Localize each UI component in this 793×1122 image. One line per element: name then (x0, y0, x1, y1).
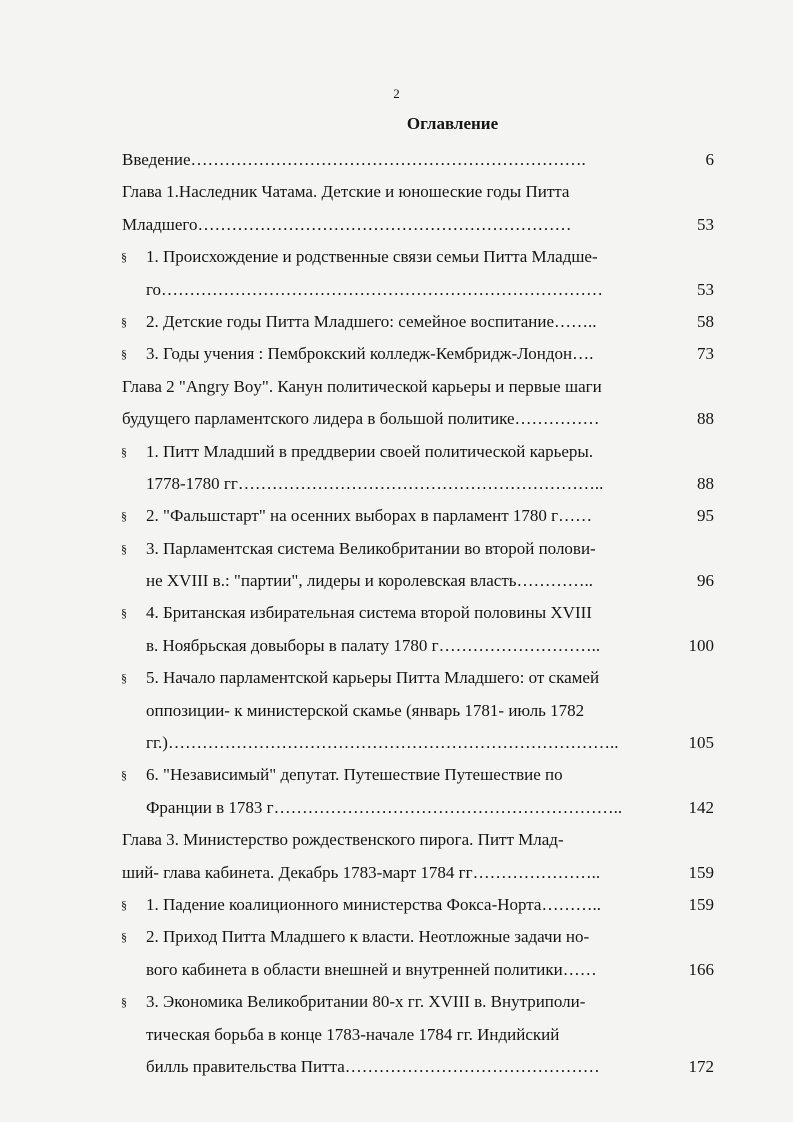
toc-entry-text: 2. Детские годы Питта Младшего: семейное воспитание…….. (146, 311, 597, 331)
toc-entry-text: Глава 2 "Angry Boy". Канун политической карьеры и первые шаги (122, 376, 602, 396)
section-bullet-icon: § (121, 250, 127, 265)
toc-entry (0, 695, 793, 727)
toc-entry (0, 727, 793, 759)
toc-entry (0, 468, 793, 500)
section-bullet-icon: § (121, 347, 127, 362)
toc-entry (0, 274, 793, 306)
toc-entry (0, 662, 793, 694)
toc-entry-page: 88 (697, 409, 714, 429)
toc-entry-text: 1778-1780 гг……………………………………………………….. (146, 473, 604, 493)
toc-entry (0, 241, 793, 273)
toc-entry-page: 95 (697, 506, 714, 526)
toc-entry-text: 3. Годы учения : Пемброкский колледж-Кембридж-Лондон…. (146, 344, 594, 364)
toc-entry (0, 306, 793, 338)
toc-entry-page: 100 (688, 635, 714, 655)
section-bullet-icon: § (121, 671, 127, 686)
toc-entry (0, 338, 793, 370)
toc-entry (0, 597, 793, 629)
toc-entry-text: тическая борьба в конце 1783-начале 1784 гг. Индийский (146, 1024, 560, 1044)
toc-entry (0, 630, 793, 662)
toc-entry (0, 144, 793, 176)
toc-entry (0, 857, 793, 889)
toc-entry (0, 403, 793, 435)
toc-entry-text: 1. Происхождение и родственные связи семьи Питта Младше- (146, 247, 598, 267)
section-bullet-icon: § (121, 930, 127, 945)
toc-entry (0, 436, 793, 468)
toc-entry (0, 209, 793, 241)
toc-title: Оглавление (406, 114, 499, 133)
toc-entry-page: 105 (688, 733, 714, 753)
toc-entry-text: вого кабинета в области внешней и внутренней политики…… (146, 959, 597, 979)
toc-entry-page: 88 (697, 473, 714, 493)
toc-entry-text: Глава 1.Наследник Чатама. Детские и юношеские годы Питта (122, 182, 570, 202)
toc-entry-text: Младшего………………………………………………………… (122, 214, 572, 234)
toc-entry (0, 792, 793, 824)
section-bullet-icon: § (121, 606, 127, 621)
table-of-contents (0, 144, 793, 1083)
toc-entry (0, 1051, 793, 1083)
toc-entry-text: билль правительства Питта……………………………………… (146, 1056, 600, 1076)
toc-entry-text: не XVIII в.: "партии", лидеры и королевская власть………….. (146, 571, 593, 591)
toc-entry (0, 565, 793, 597)
toc-entry-text: гг.)…………………………………………………………………….. (146, 733, 619, 753)
toc-entry-text: будущего парламентского лидера в большой политике…………… (122, 409, 600, 429)
toc-entry-text: го…………………………………………………………………… (146, 279, 604, 299)
section-bullet-icon: § (121, 444, 127, 459)
toc-entry (0, 889, 793, 921)
toc-entry-text: ший- глава кабинета. Декабрь 1783-март 1784 гг………………….. (122, 862, 601, 882)
toc-entry-text: Франции в 1783 г…………………………………………………….. (146, 797, 623, 817)
toc-entry-text: 3. Парламентская система Великобритании во второй полови- (146, 538, 596, 558)
toc-entry-page: 96 (697, 571, 714, 591)
toc-entry (0, 824, 793, 856)
toc-entry-page: 53 (697, 279, 714, 299)
toc-entry-text: 4. Британская избирательная система второй половины XVIII (146, 603, 592, 623)
toc-entry-page: 142 (688, 797, 714, 817)
toc-entry-text: в. Ноябрьская довыборы в палату 1780 г……………………….. (146, 635, 601, 655)
toc-entry-page: 58 (697, 311, 714, 331)
section-bullet-icon: § (121, 768, 127, 783)
toc-entry-text: 1. Падение коалиционного министерства Фокса-Норта……….. (146, 894, 601, 914)
toc-entry-page: 73 (697, 344, 714, 364)
toc-entry-text: оппозиции- к министерской скамье (январь 1781- июль 1782 (146, 700, 585, 720)
toc-entry (0, 371, 793, 403)
toc-entry-page: 166 (688, 959, 714, 979)
toc-entry (0, 986, 793, 1018)
page-number: 2 (393, 86, 400, 101)
toc-entry-text: Глава 3. Министерство рождественского пирога. Питт Млад- (122, 830, 564, 850)
section-bullet-icon: § (121, 897, 127, 912)
toc-entry (0, 176, 793, 208)
toc-entry-text: 2. Приход Питта Младшего к власти. Неотложные задачи но- (146, 927, 590, 947)
toc-entry-page: 53 (697, 214, 714, 234)
toc-entry (0, 921, 793, 953)
section-bullet-icon: § (121, 509, 127, 524)
toc-entry-text: 1. Питт Младший в преддверии своей политической карьеры. (146, 441, 594, 461)
toc-entry-text: 5. Начало парламентской карьеры Питта Младшего: от скамей (146, 668, 600, 688)
section-bullet-icon: § (121, 314, 127, 329)
toc-entry-text: Введение……………………………………………………………. (122, 150, 586, 169)
toc-entry (0, 500, 793, 532)
toc-entry (0, 759, 793, 791)
toc-entry (0, 1019, 793, 1051)
toc-entry-page: 159 (688, 894, 714, 914)
toc-entry (0, 954, 793, 986)
section-bullet-icon: § (121, 995, 127, 1010)
toc-entry-text: 2. "Фальшстарт" на осенних выборах в парламент 1780 г…… (146, 506, 593, 526)
toc-entry (0, 533, 793, 565)
toc-entry-text: 3. Экономика Великобритании 80-х гг. XVIII в. Внутриполи- (146, 992, 586, 1012)
toc-entry-page: 172 (688, 1056, 714, 1076)
toc-entry-page: 159 (688, 862, 714, 882)
section-bullet-icon: § (121, 541, 127, 556)
toc-entry-text: 6. "Независимый" депутат. Путешествие Путешествие по (146, 765, 563, 785)
toc-entry-page: 6 (705, 150, 714, 169)
